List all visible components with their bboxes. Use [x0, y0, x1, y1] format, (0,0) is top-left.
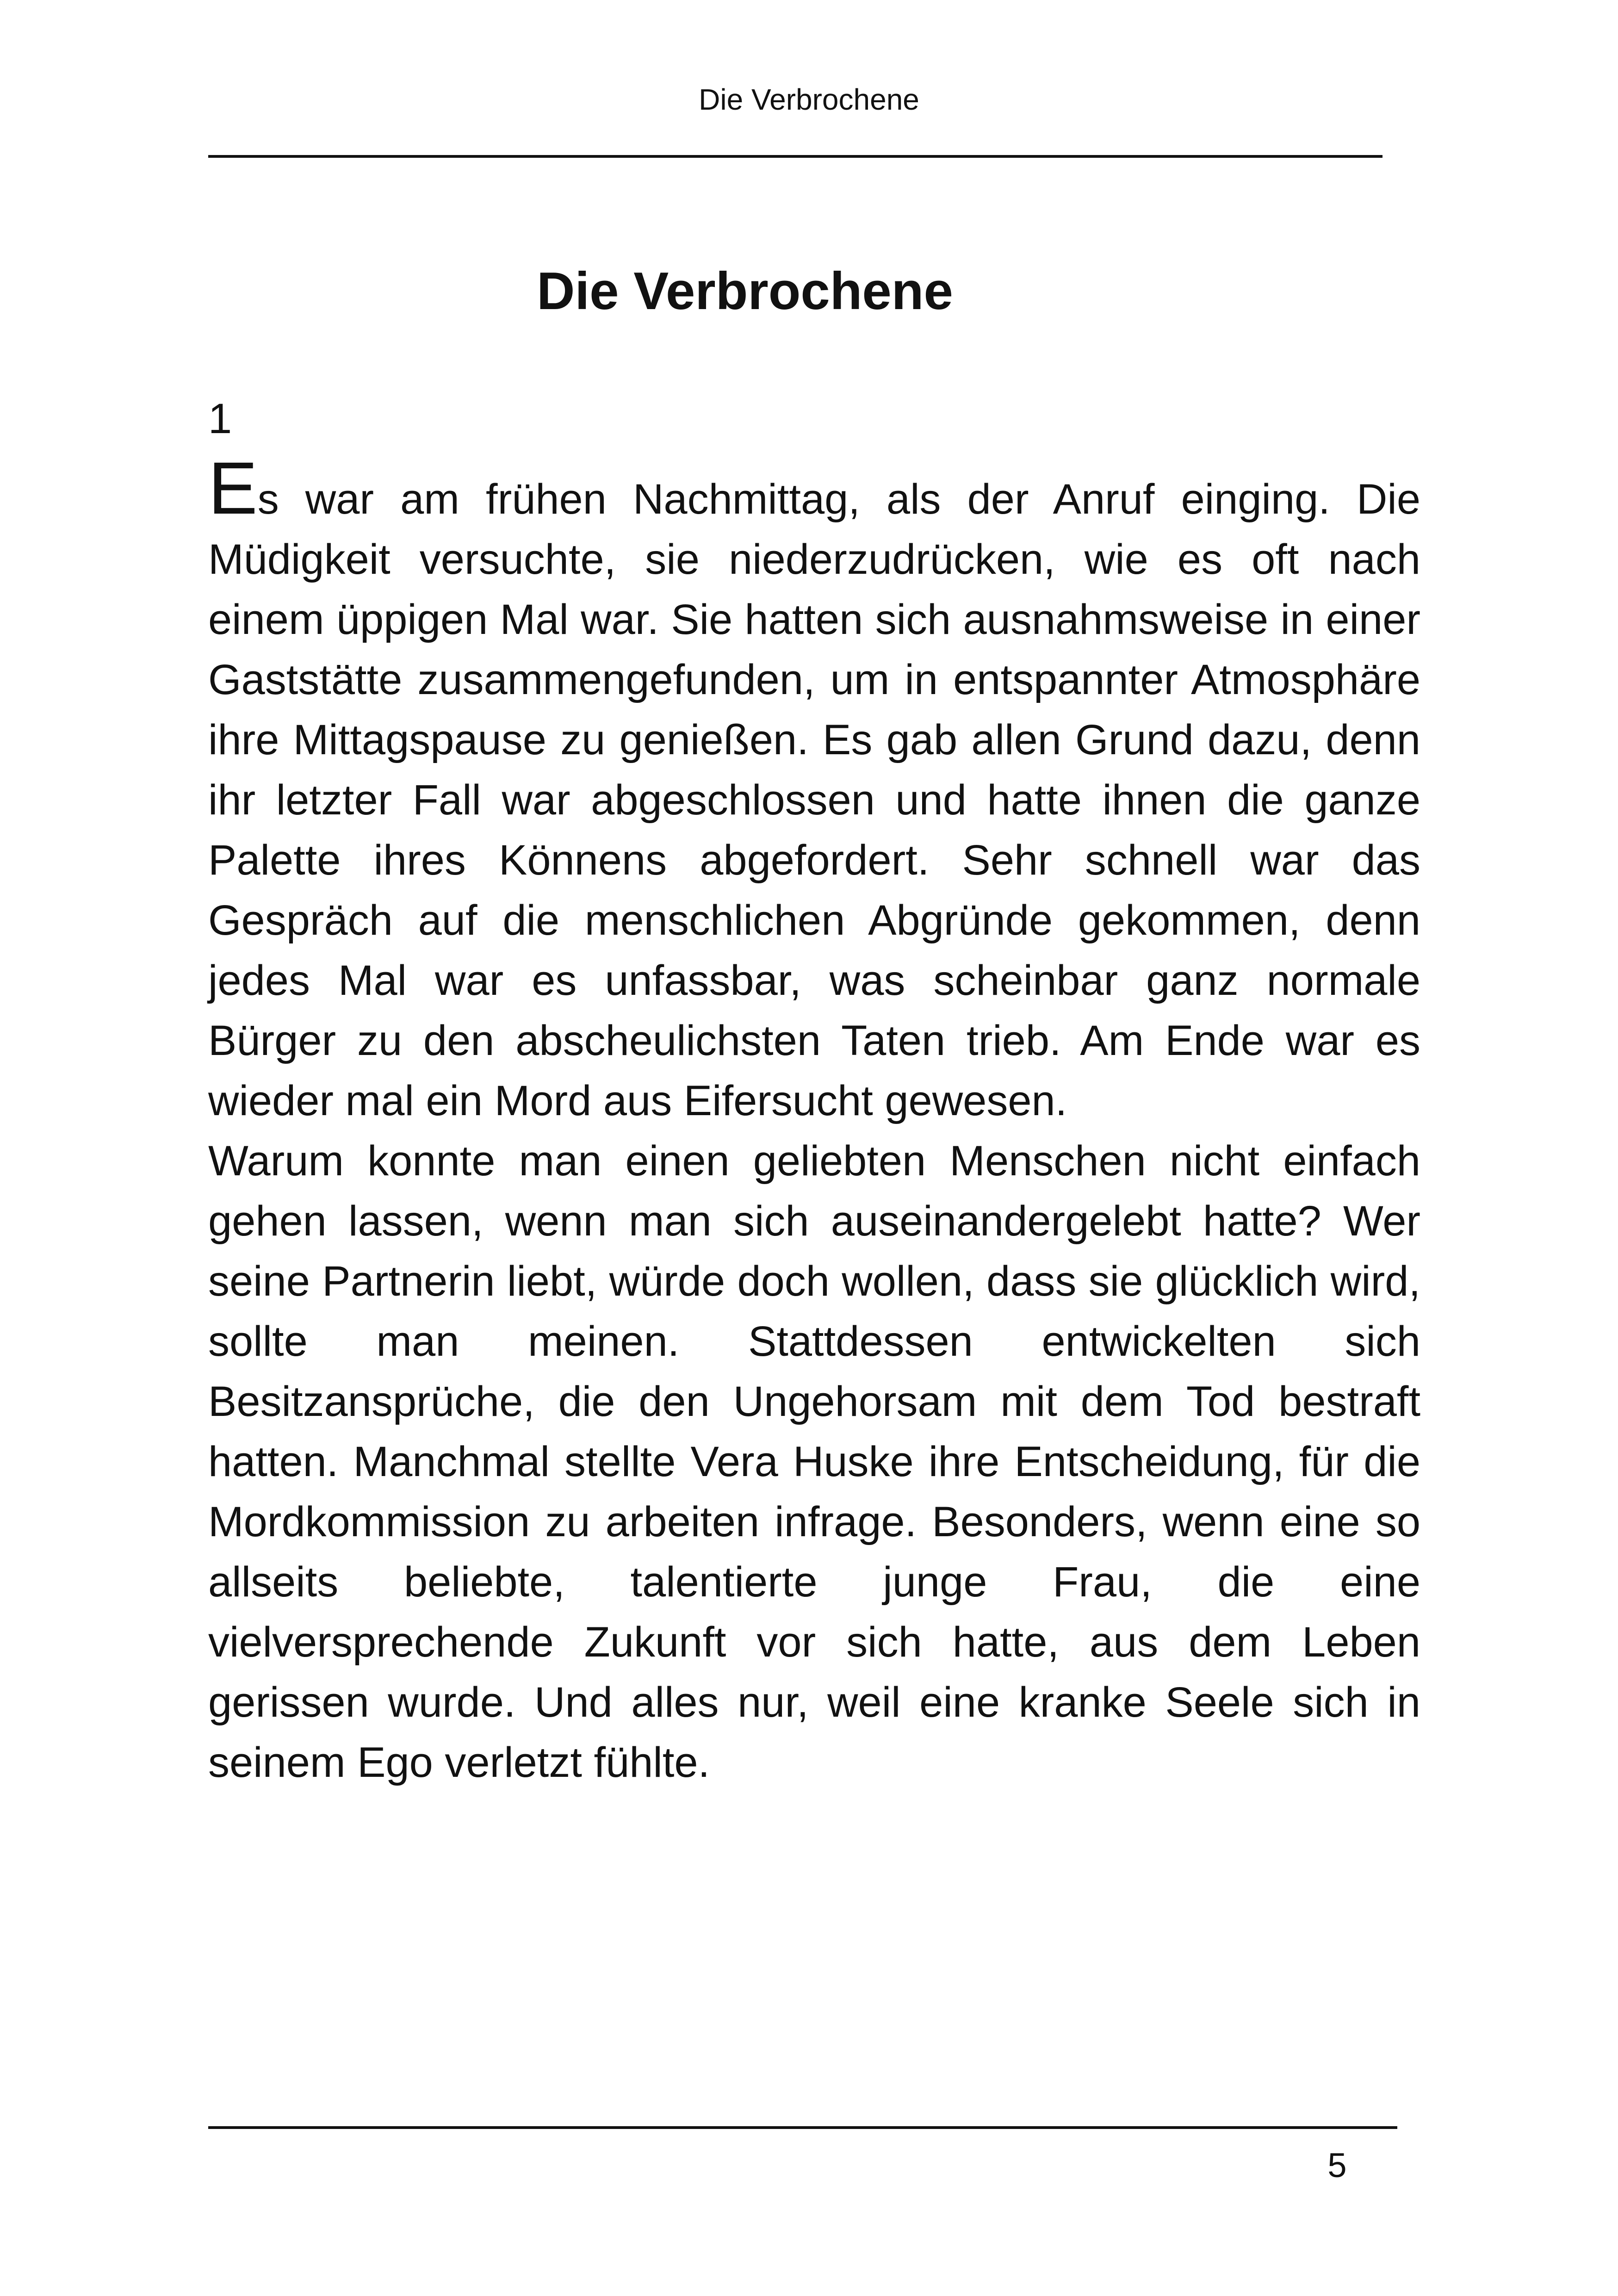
paragraph-1-text: s war am frühen Nachmittag, als der Anruf einging. Die Müdigkeit versuchte, sie niederzudrücken, wie es oft nach einem üppigen Mal war. Sie hatten sich ausnahmsweise in einer Gaststätte zusammengefunden, um in entspannter Atmosphäre ihre Mittagspause zu genießen. Es gab allen Grund dazu, denn ihr letzter Fall war abgeschlossen und hatte ihnen die ganze Palette ihres Könnens abgefordert. Sehr schnell war das Gespräch auf die menschlichen Abgründe gekommen, denn jedes Mal war es unfassbar, was scheinbar ganz normale Bürger zu den abscheulichsten Taten trieb. Am Ende war es wieder mal ein Mord aus Eifersucht gewesen. [208, 476, 1420, 1124]
paragraph-2: Warum konnte man einen geliebten Menschen nicht einfach gehen lassen, wenn man sich auseinandergelebt hatte? Wer seine Partnerin liebt, würde doch wollen, dass sie glücklich wird, sollte man meinen. Stattdessen entwickelten sich Besitzansprüche, die den Ungehorsam mit dem Tod bestraft hatten. Manchmal stellte Vera Huske ihre Entscheidung, für die Mordkommission zu arbeiten infrage. Besonders, wenn eine so allseits beliebte, talentierte junge Frau, die eine vielversprechende Zukunft vor sich hatte, aus dem Leben gerissen wurde. Und alles nur, weil eine kranke Seele sich in seinem Ego verletzt fühlte. [208, 1137, 1420, 1786]
chapter-number: 1 [208, 395, 232, 442]
initial-letter: E [208, 447, 258, 529]
running-header: Die Verbrochene [699, 83, 919, 116]
footer-divider [208, 2126, 1397, 2129]
paragraph-1 [208, 447, 1420, 1131]
body-text [208, 447, 1420, 1793]
header-divider [208, 155, 1382, 158]
page-number: 5 [1327, 2146, 1347, 2184]
chapter-title: Die Verbrochene [537, 262, 953, 321]
